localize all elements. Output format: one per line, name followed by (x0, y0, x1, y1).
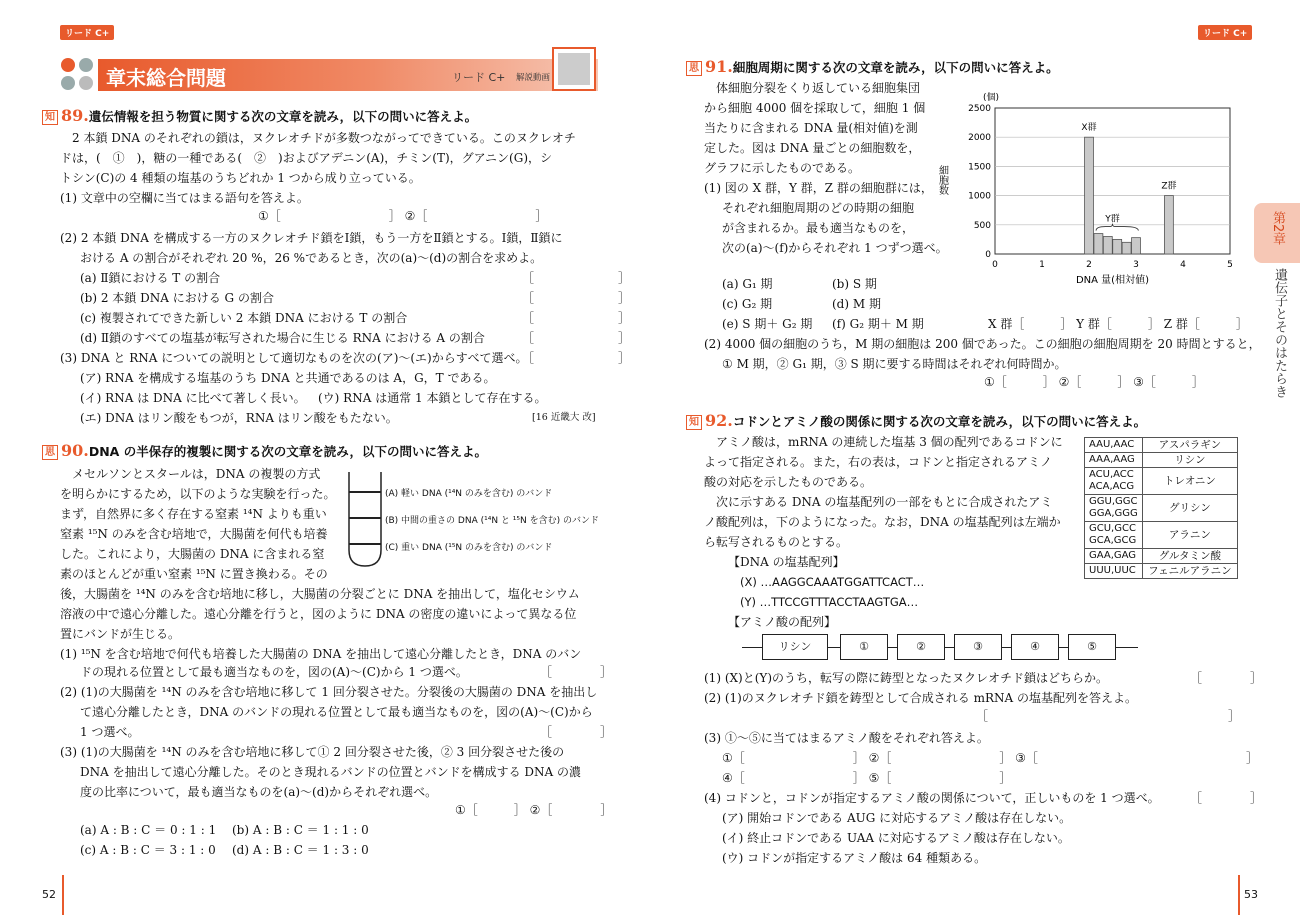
q89-part2-item-b: (b) 2 本鎖 DNA における G の割合 (80, 291, 274, 305)
q90-part3: (3) (1)の大腸菌を ¹⁴N のみを含む培地に移して① 2 回分裂させた後，② 3 回分裂させた後の (60, 745, 565, 759)
q89-part3-item: (ウ) RNA は通常 1 本鎖として存在する。 (318, 391, 547, 405)
y-tick-label: 2000 (968, 133, 991, 144)
dna-histogram-chart (930, 82, 1245, 287)
x-tick-label: 3 (1133, 260, 1139, 270)
q92-part4-item: (イ) 終止コドンである UAA に対応するアミノ酸は存在しない。 (722, 831, 1070, 845)
banner-video: 解説動画 (516, 73, 551, 83)
q91-part1-answer[interactable]: X 群［ ］ Y 群［ ］ Z 群［ ］ (988, 317, 1248, 331)
q91-part1: が含まれるか。最も適当なものを， (722, 221, 915, 235)
table-row (1085, 549, 1238, 564)
chapter-title: 遺伝子とそのはたらき (1272, 268, 1287, 398)
aa-box-2: ② (897, 634, 945, 660)
q89-part2-item-d: (d) Ⅱ鎖のすべての塩基が転写された場合に生じる RNA における A の割合 (80, 331, 485, 345)
level-badge: リード C+ (1198, 25, 1252, 40)
q91-choice: (b) S 期 (832, 277, 877, 291)
x-tick-label: 4 (1180, 260, 1186, 270)
q92-part3-answer[interactable]: ④［ ］ ⑤［ ］ (722, 771, 1012, 785)
page-number: 52 (42, 888, 56, 901)
q90-part2: 1 つ選べ。 (80, 725, 140, 739)
q92-part4-item: (ウ) コドンが指定するアミノ酸は 64 種類ある。 (722, 851, 987, 865)
dna-sequence-y: (Y) …TTCCGTTTACCTAAGTGA… (740, 595, 919, 609)
q91-part2: (2) 4000 個の細胞のうち，M 期の細胞は 200 個であった。この細胞の細胞周期を 20 時間とすると， (704, 337, 1261, 351)
chapter-banner (60, 55, 600, 95)
q92-part2: (2) (1)のヌクレオチド鎖を鋳型として合成される mRNA の塩基配列を答えよ。 (704, 691, 1138, 705)
band-label-a: (A) 軽い DNA (¹⁴N のみを含む) のバンド (385, 489, 553, 499)
q90-number: 90. (61, 441, 89, 460)
answer-bracket[interactable]: ［ ］ (976, 709, 1241, 723)
answer-bracket[interactable]: ［ ］ (522, 291, 631, 305)
q92-heading-text: コドンとアミノ酸の関係に関する次の文章を読み，以下の問いに答えよ。 (732, 414, 1147, 429)
codon-cell: GCU,GCC GCA,GCG (1085, 522, 1143, 549)
table-row (1085, 564, 1238, 579)
q91-part2-answer[interactable]: ①［ ］ ②［ ］ ③［ ］ (984, 375, 1204, 389)
group-label: Y群 (1105, 214, 1120, 225)
q92-heading (686, 412, 1146, 431)
aa-box-lysine: リシン (762, 634, 828, 660)
banner-lead: リード C+ (452, 71, 506, 84)
q90-body-line: を明らかにするため，以下のような実験を行った。 (60, 487, 336, 501)
q92-part4: (4) コドンと，コドンが指定するアミノ酸の関係について，正しいものを 1 つ選べ。 (704, 791, 1160, 805)
aa-box-3: ③ (954, 634, 1002, 660)
q91-tag: 思 (686, 61, 702, 76)
q90-choice: (b) A : B : C ＝ 1 : 1 : 0 (232, 823, 369, 837)
amino-acid-cell: リシン (1142, 453, 1237, 468)
amino-acid-cell: グリシン (1142, 495, 1237, 522)
q91-part1: (1) 図の X 群，Y 群，Z 群の細胞群には， (704, 181, 933, 195)
q91-part2: ① M 期，② G₁ 期，③ S 期に要する時間はそれぞれ何時間か。 (722, 357, 1067, 371)
q91-heading (686, 58, 1059, 77)
level-badge: リード C+ (60, 25, 114, 40)
q92-part4-item: (ア) 開始コドンである AUG に対応するアミノ酸は存在しない。 (722, 811, 1072, 825)
q89-number: 89. (61, 106, 89, 125)
q90-part1: (1) ¹⁵N を含む培地で何代も培養した大腸菌の DNA を抽出して遠心分離したとき，DNA のバン (60, 647, 582, 661)
q92-body-line: アミノ酸は，mRNA の連続した塩基 3 個の配列であるコドンに (716, 435, 1063, 449)
dna-sequence-x: (X) …AAGGCAAATGGATTCACT… (740, 575, 925, 589)
q91-part1: 次の(a)～(f)からそれぞれ 1 つずつ選べ。 (722, 241, 948, 255)
q89-part1-answer[interactable]: ①［ ］ ②［ ］ (258, 209, 548, 223)
q90-body-line: 後，大腸菌を ¹⁴N のみを含む培地に移し，大腸菌の分裂ごとに DNA を抽出して，塩化セシウム (60, 587, 580, 601)
x-tick-label: 2 (1086, 260, 1092, 270)
q90-part3: DNA を抽出して遠心分離した。そのとき現れるバンドの位置とバンドを構成する DNA の濃 (80, 765, 582, 779)
q92-tag: 知 (686, 415, 702, 430)
aa-box-5: ⑤ (1068, 634, 1116, 660)
answer-bracket[interactable]: ［ ］ (522, 351, 631, 365)
q90-body-line: まず，自然界に多く存在する窒素 ¹⁴N よりも重い (60, 507, 327, 521)
q91-body-line: 当たりに含まれる DNA 量(相対値)を測 (704, 121, 918, 135)
x-tick-label: 0 (992, 260, 998, 270)
y-tick-label: 1000 (968, 191, 991, 202)
test-tube-figure (345, 470, 385, 570)
band-label-b: (B) 中間の重さの DNA (¹⁴N と ¹⁵N を含む) のバンド (385, 516, 599, 526)
q90-part2: て遠心分離したとき，DNA のバンドの現れる位置として最も適当なものを，図の(A)～(C)から (80, 705, 593, 719)
qr-code[interactable] (558, 53, 590, 85)
x-axis-label: DNA 量(相対値) (1075, 275, 1150, 286)
y-unit-label: (個) (982, 93, 1000, 103)
q89-part2-item-a: (a) Ⅱ鎖における T の割合 (80, 271, 221, 285)
q91-choice: (e) S 期＋ G₂ 期 (722, 317, 813, 331)
q91-part1: それぞれ細胞周期のどの時期の細胞 (722, 201, 915, 215)
answer-bracket[interactable]: ［ ］ (522, 331, 631, 345)
group-label: Z群 (1161, 181, 1177, 192)
q90-body-line: した。これにより，大腸菌の DNA に含まれる窒 (60, 547, 325, 561)
q92-body-line: 酸の対応を示したものである。 (704, 475, 873, 489)
q90-part2: (2) (1)の大腸菌を ¹⁴N のみを含む培地に移して 1 回分裂させた。分裂後の大腸菌の DNA を抽出し (60, 685, 598, 699)
q89-part3-item: (ア) RNA を構成する塩基のうち DNA と共通であるのは A，G，T である。 (80, 371, 496, 385)
q89-source: [16 近畿大 改] (532, 412, 596, 423)
q89-part2-item-c: (c) 複製されてできた新しい 2 本鎖 DNA における T の割合 (80, 311, 408, 325)
q89-part2: おける A の割合がそれぞれ 20 %，26 %であるとき，次の(a)～(d)の割合を求めよ。 (80, 251, 543, 265)
histogram-bar (1122, 242, 1131, 254)
band-label-c: (C) 重い DNA (¹⁵N のみを含む) のバンド (385, 543, 553, 553)
q90-choice: (a) A : B : C ＝ 0 : 1 : 1 (80, 823, 217, 837)
y-tick-label: 2500 (968, 104, 991, 114)
q89-tag: 知 (42, 110, 58, 125)
q92-number: 92. (705, 411, 733, 430)
answer-bracket[interactable]: ］ (1210, 751, 1259, 765)
amino-acid-cell: アラニン (1142, 522, 1237, 549)
codon-cell: GAA,GAG (1085, 549, 1143, 564)
q90-body-line: 溶液の中で遠心分離した。遠心分離を行うと，図のように DNA の密度の違いによって異なる位 (60, 607, 577, 621)
q89-body-line: ドは，( ① )，糖の一種である( ② )およびアデニン(A)，チミン(T)，グアニン(G)，シ (60, 151, 552, 165)
dna-title: 【DNA の塩基配列】 (728, 555, 845, 569)
amino-acid-cell: アスパラギン (1142, 438, 1237, 453)
answer-bracket[interactable]: ［ ］ (540, 665, 613, 679)
page-edge-line (62, 875, 64, 915)
q90-body-line: 素のほとんどが重い窒素 ¹⁵N に置き換わる。その (60, 567, 328, 581)
q90-heading (42, 442, 487, 461)
q89-part3-item: (イ) RNA は DNA に比べて著しく長い。 (80, 391, 306, 405)
q92-part1: (1) (X)と(Y)のうち，転写の際に鋳型となったヌクレオチド鎖はどちらか。 (704, 671, 1109, 685)
q89-part2: (2) 2 本鎖 DNA を構成する一方のヌクレオチド鎖をⅠ鎖，もう一方をⅡ鎖とする。Ⅰ鎖，Ⅱ鎖に (60, 231, 563, 245)
codon-cell: ACU,ACC ACA,ACG (1085, 468, 1143, 495)
q90-part3: 度の比率について，最も適当なものを(a)～(d)からそれぞれ選べ。 (80, 785, 438, 799)
table-row (1085, 468, 1238, 495)
q90-body-line: メセルソンとスタールは，DNA の複製の方式 (72, 467, 321, 481)
codon-cell: AAA,AAG (1085, 453, 1143, 468)
aa-title: 【アミノ酸の配列】 (728, 615, 837, 629)
q89-part1: (1) 文章中の空欄に当てはまる語句を答えよ。 (60, 191, 309, 205)
y-tick-label: 0 (985, 250, 991, 260)
x-tick-label: 1 (1039, 260, 1045, 270)
q92-part3: (3) ①～⑤に当てはまるアミノ酸をそれぞれ答えよ。 (704, 731, 989, 745)
dots-icon (60, 57, 96, 93)
q90-choice: (c) A : B : C ＝ 3 : 1 : 0 (80, 843, 216, 857)
codon-cell: AAU,AAC (1085, 438, 1143, 453)
q91-choice: (d) M 期 (832, 297, 881, 311)
answer-bracket[interactable]: ［ ］ (522, 271, 631, 285)
table-row (1085, 438, 1238, 453)
banner-title: 章末総合問題 (106, 66, 226, 90)
y-tick-label: 1500 (968, 162, 991, 173)
q92-body-line: よって指定される。また，右の表は，コドンと指定されるアミノ (704, 455, 1053, 469)
answer-bracket[interactable]: ［ ］ (522, 311, 631, 325)
q91-choice: (c) G₂ 期 (722, 297, 773, 311)
amino-acid-cell: トレオニン (1142, 468, 1237, 495)
aa-box-4: ④ (1011, 634, 1059, 660)
qr-frame[interactable] (552, 47, 596, 91)
q90-choice: (d) A : B : C ＝ 1 : 3 : 0 (232, 843, 369, 857)
histogram-bar (1164, 196, 1173, 254)
histogram-bar (1132, 238, 1141, 254)
x-tick-label: 5 (1227, 260, 1233, 270)
amino-acid-cell: フェニルアラニン (1142, 564, 1237, 579)
histogram-bar (1085, 137, 1094, 254)
chapter-label: 第2章 (1270, 211, 1285, 246)
q92-part3-answer[interactable]: ①［ ］ ②［ ］ ③［ (722, 751, 1038, 765)
q92-body-line: ノ酸配列は，下のようになった。なお，DNA の塩基配列は左端か (704, 515, 1061, 529)
aa-box-1: ① (840, 634, 888, 660)
q89-heading (42, 107, 477, 126)
page-number: 53 (1244, 888, 1258, 901)
q89-part3-item: (エ) DNA はリン酸をもつが，RNA はリン酸をもたない。 (80, 411, 398, 425)
q89-body-line: トシン(C)の 4 種類の塩基のうちどれか 1 つから成り立っている。 (60, 171, 421, 185)
table-row (1085, 522, 1238, 549)
q91-number: 91. (705, 57, 733, 76)
right-page (650, 0, 1300, 918)
answer-bracket[interactable]: ［ ］ (1190, 671, 1263, 685)
q90-body-line: 置にバンドが生じる。 (60, 627, 181, 641)
plot-frame (995, 108, 1230, 254)
q91-body-line: 定した。図は DNA 量ごとの細胞数を， (704, 141, 921, 155)
codon-cell: UUU,UUC (1085, 564, 1143, 579)
q90-tag: 思 (42, 445, 58, 460)
q89-part3: (3) DNA と RNA についての説明として適切なものを次の(ア)～(エ)からすべて選べ。 (60, 351, 528, 365)
q91-heading-text: 細胞周期に関する次の文章を読み，以下の問いに答えよ。 (732, 60, 1059, 75)
answer-bracket[interactable]: ［ ］ (1190, 791, 1263, 805)
q90-part3-answer[interactable]: ①［ ］ ②［ ］ (455, 803, 613, 817)
table-row (1085, 453, 1238, 468)
page-edge-line (1238, 875, 1240, 915)
q91-choice: (a) G₁ 期 (722, 277, 773, 291)
q91-choice: (f) G₂ 期＋ M 期 (832, 317, 924, 331)
table-row (1085, 495, 1238, 522)
q90-heading-text: DNA の半保存的複製に関する次の文章を読み，以下の問いに答えよ。 (88, 444, 487, 459)
histogram-bar (1113, 239, 1122, 254)
y-tick-label: 500 (973, 220, 991, 231)
q92-body-line: 次に示すある DNA の塩基配列の一部をもとに合成されたアミ (716, 495, 1053, 509)
codon-table (1084, 437, 1238, 579)
q89-body-line: 2 本鎖 DNA のそれぞれの鎖は，ヌクレオチドが多数つながってできている。このヌクレオチ (72, 131, 576, 145)
group-label: X群 (1081, 123, 1097, 134)
q91-body-line: から細胞 4000 個を採取して，細胞 1 個 (704, 101, 926, 115)
q91-body-line: グラフに示したものである。 (704, 161, 861, 175)
q89-heading-text: 遺伝情報を担う物質に関する次の文章を読み，以下の問いに答えよ。 (88, 109, 478, 124)
chapter-side-tab (1254, 203, 1300, 263)
answer-bracket[interactable]: ［ ］ (540, 725, 613, 739)
q91-body-line: 体細胞分裂をくり返している細胞集団 (716, 81, 921, 95)
histogram-bar (1103, 236, 1112, 254)
q92-body-line: ら転写されるものとする。 (704, 535, 849, 549)
codon-cell: GGU,GGC GGA,GGG (1085, 495, 1143, 522)
q90-body-line: 窒素 ¹⁵N のみを含む培地で，大腸菌を何代も培養 (60, 527, 328, 541)
q90-part1: ドの現れる位置として最も適当なものを，図の(A)～(C)から 1 つ選べ。 (80, 665, 468, 679)
histogram-bar (1094, 234, 1103, 254)
y-axis-label: 細胞数 (936, 165, 948, 195)
amino-acid-cell: グルタミン酸 (1142, 549, 1237, 564)
